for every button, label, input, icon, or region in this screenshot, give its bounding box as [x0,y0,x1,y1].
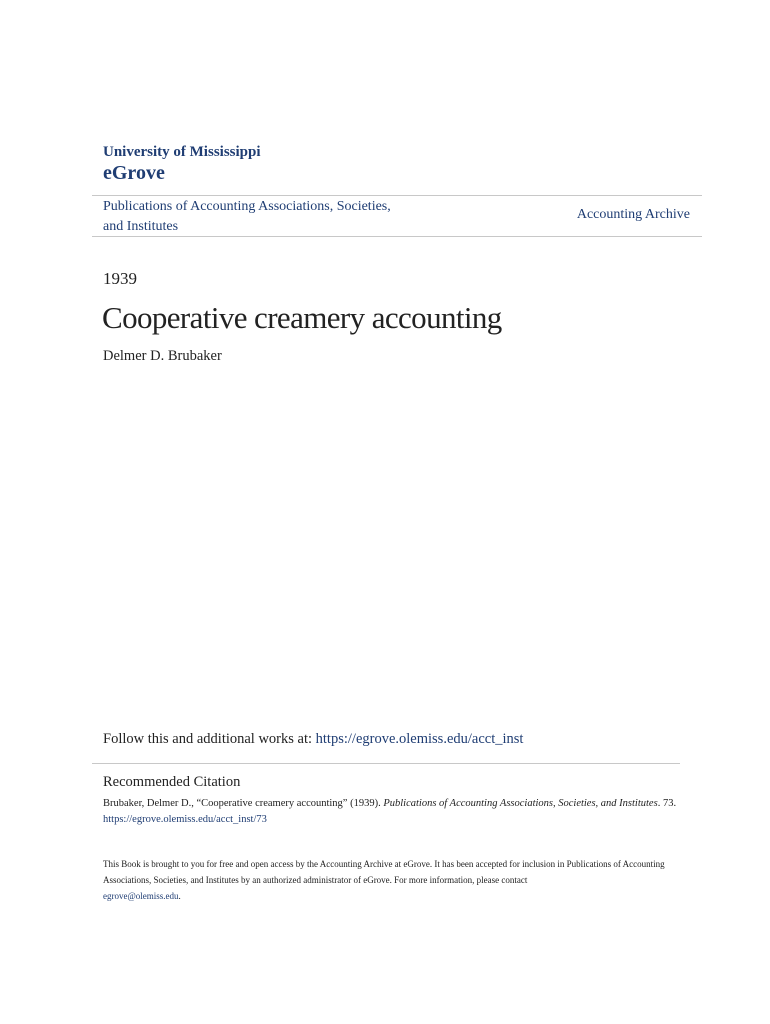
citation-text: Brubaker, Delmer D., “Cooperative creamery accounting” (1939). [103,798,384,809]
notice-text: This Book is brought to you for free and open access by the Accounting Archive at eGrove. It has been accepted for inclusion in Publications of Accounting Associations, Societies, and Institutes by an authorized administrator of eGrove. For more information, please contact [103,859,665,885]
citation-series: Publications of Accounting Associations, Societies, and Institutes [383,798,658,809]
citation-url-link[interactable]: https://egrove.olemiss.edu/acct_inst/73 [103,814,267,825]
follow-label: Follow this and additional works at: [103,731,316,747]
access-notice [103,856,683,904]
header-bottom-rule [92,236,702,237]
series-link[interactable]: Publications of Accounting Associations, Societies, and Institutes [103,199,391,234]
university-name: University of Mississippi [103,144,261,160]
follow-line [103,731,523,748]
repository-name[interactable]: eGrove [103,162,165,184]
header-top-rule [92,195,702,196]
publication-year: 1939 [103,269,137,288]
follow-url-link[interactable]: https://egrove.olemiss.edu/acct_inst [315,731,524,747]
citation-block [103,796,683,828]
citation-rule [92,763,680,764]
recommended-citation-heading: Recommended Citation [103,774,241,790]
collection-link[interactable]: Accounting Archive [576,207,690,222]
citation-number: . 73. [657,798,677,809]
notice-end: . [178,891,181,901]
document-title: Cooperative creamery accounting [102,300,502,335]
document-author: Delmer D. Brubaker [103,348,222,364]
contact-email-link[interactable]: egrove@olemiss.edu [103,891,179,901]
